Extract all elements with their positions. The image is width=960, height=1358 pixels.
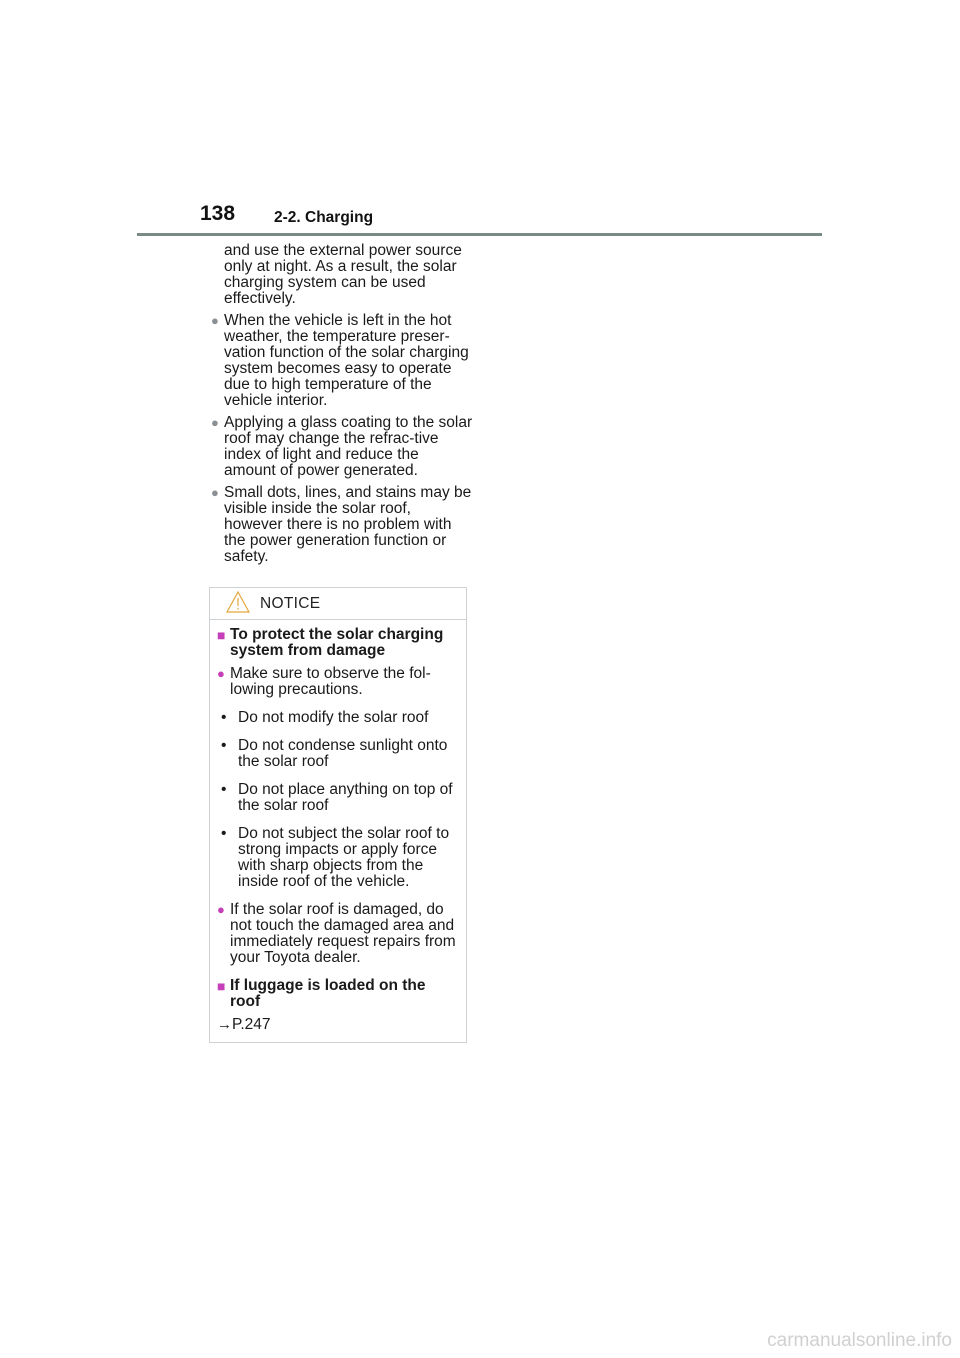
list-item [211,313,473,409]
bullet-text: When the vehicle is left in the hot weather, the temperature preser-vation function of the solar charging system becomes easy to operate due to high temperature of the vehicle interior. [224,312,469,409]
sub-item-text: Do not condense sunlight onto the solar roof [238,737,448,770]
notice-bullet-text: Make sure to observe the fol-lowing precautions. [230,665,431,698]
notice-heading [217,978,458,1010]
bullet-dot-icon: ● [211,485,219,500]
list-item [211,485,473,565]
square-bullet-icon: ■ [217,978,226,994]
watermark: carmanualsonline.info [767,1330,952,1351]
page-reference[interactable] [217,1017,458,1033]
notice-bullet [217,902,458,966]
continuation-paragraph: and use the external power source only at night. As a result, the solar charging system can be used effectively. [224,242,462,307]
list-item [211,415,473,479]
bullet-text: Applying a glass coating to the solar roof may change the refrac-tive index of light and reduce the amount of power generated. [224,414,473,479]
section-title: 2-2. Charging [274,209,374,226]
sub-item-text: Do not subject the solar roof to strong impacts or apply force with sharp objects from the inside roof of the vehicle. [238,825,450,890]
notice-bullet-text: If the solar roof is damaged, do not touch the damaged area and immediately request repairs from your Toyota dealer. [230,901,456,966]
bullet-dot-icon: ● [217,666,225,681]
bullet-dot-icon: ● [217,902,225,917]
sub-item-text: Do not modify the solar roof [238,709,429,726]
notice-bullet [217,666,458,698]
body-column [211,243,473,571]
bullet-dot-icon: ● [211,313,219,328]
notice-box [209,587,467,1043]
sub-list-item [217,710,458,726]
sub-item-text: Do not place anything on top of the solar roof [238,781,453,814]
arrow-icon: → [217,1016,232,1033]
page-number: 138 [200,202,236,225]
notice-body [210,620,466,1033]
notice-heading-text: If luggage is loaded on the roof [230,977,426,1010]
notice-title: NOTICE [260,595,321,612]
small-dot-icon: • [221,709,227,726]
page-reference-text[interactable]: P.247 [232,1016,271,1033]
notice-heading [217,627,458,659]
header-rule [137,233,822,236]
sub-list-item [217,826,458,890]
small-dot-icon: • [221,737,227,754]
square-bullet-icon: ■ [217,627,226,643]
sub-list-item [217,738,458,770]
warning-triangle-icon [226,591,250,613]
notice-header [210,588,466,620]
bullet-dot-icon: ● [211,415,219,430]
notice-heading-text: To protect the solar charging system from damage [230,626,444,659]
sub-list-item [217,782,458,814]
small-dot-icon: • [221,825,227,842]
small-dot-icon: • [221,781,227,798]
bullet-text: Small dots, lines, and stains may be visible inside the solar roof, however there is no problem with the power generation function or safety. [224,484,472,565]
